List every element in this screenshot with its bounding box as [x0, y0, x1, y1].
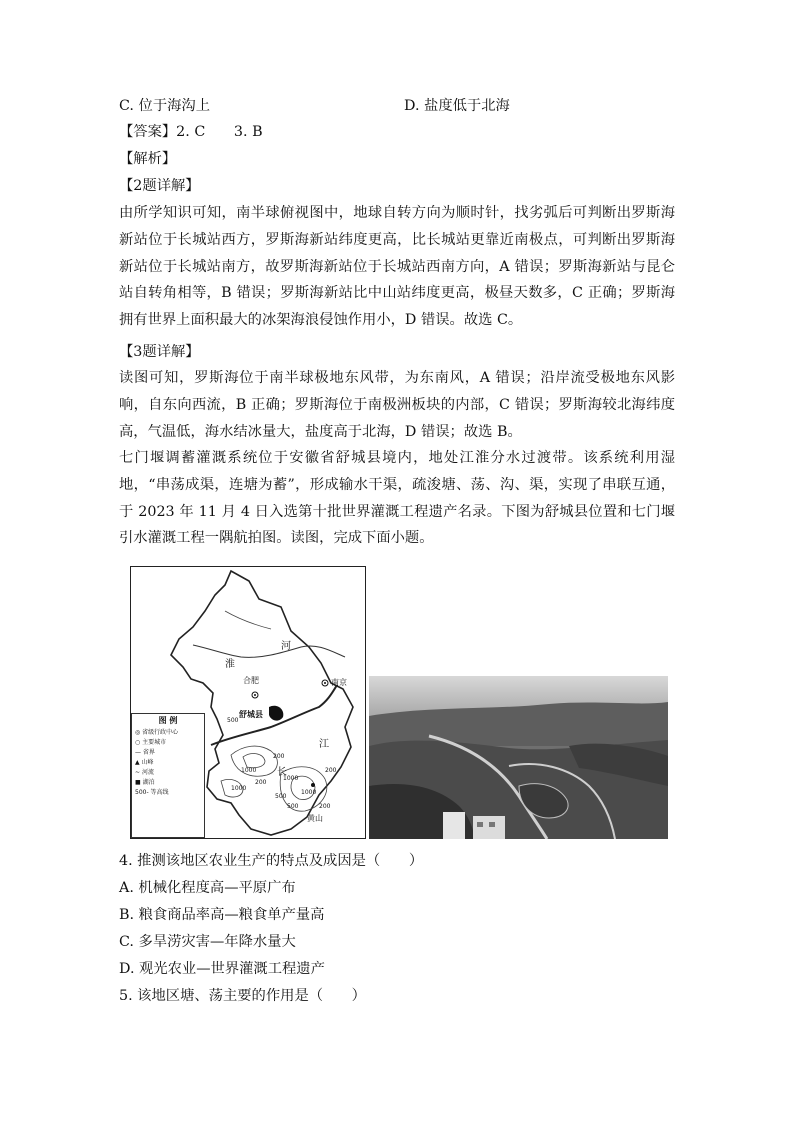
legend-item: ◎ 省级行政中心	[135, 729, 179, 736]
option-d: D. 盐度低于北海	[404, 98, 510, 114]
legend-title: 图 例	[158, 716, 178, 725]
contour-label: 200	[319, 803, 331, 810]
contour-label: 1000	[301, 789, 317, 796]
q4-stem: 4. 推测该地区农业生产的特点及成因是（ ）	[119, 853, 424, 869]
contour-label: 200	[325, 767, 337, 774]
contour-label: 200	[273, 753, 285, 760]
question-intro: 七门堰调蓄灌溉系统位于安徽省舒城县境内，地处江淮分水过渡带。该系统利用湿地，“串荡成渠，连塘为蓄”，形成输水干渠，疏浚塘、荡、沟、渠，实现了串联互通，于 2023 年 11 月 4 日入选第十批世界灌溉工程遗产名录。下图为舒城县位置和七门堰引水灌溉工程一隅航拍图。读图，完成下面小题。	[119, 450, 675, 547]
contour-label: 500	[227, 717, 239, 724]
nanjing-label: 南京	[331, 678, 347, 687]
legend-item: ▲ 山峰	[135, 759, 154, 766]
contour-label: 1000	[283, 775, 299, 782]
he-river-label: 河	[281, 641, 291, 652]
q3-heading: 【3题详解】	[119, 344, 200, 360]
q5-stem: 5. 该地区塘、荡主要的作用是（ ）	[119, 988, 366, 1004]
answer-line: 【答案】2. C 3. B	[119, 124, 263, 140]
aerial-photo	[369, 676, 668, 839]
q2-explanation: 由所学知识可知，南半球俯视图中，地球自转方向为顺时针，找劣弧后可判断出罗斯海新站位于长城站西方，罗斯海新站纬度更高，比长城站更靠近南极点，可判断出罗斯海新站位于长城站南方，故罗斯海新站位于长城站西南方向，A 错误；罗斯海新站与昆仑站自转角相等，B 错误；罗斯海新站比中山站纬度更高，极昼天数多，C 正确；罗斯海拥有世界上面积最大的冰架海浪侵蚀作用小，D 错误。故选 C。	[119, 205, 675, 329]
q4-option-b: B. 粮食商品率高—粮食单产量高	[119, 907, 325, 923]
contour-label: 200	[255, 779, 267, 786]
huangshan-label: 黄山	[307, 814, 323, 823]
contour-label: 500	[287, 803, 299, 810]
analysis-heading: 【解析】	[119, 151, 177, 167]
legend-item: ■ 湖泊	[135, 779, 155, 786]
hefei-label: 合肥	[243, 676, 259, 685]
contour-label: 1000	[241, 767, 257, 774]
legend-item: ○ 主要城市	[135, 739, 167, 746]
huai-river-label: 淮	[225, 659, 235, 670]
option-c: C. 位于海沟上	[119, 98, 211, 114]
legend-item: 500- 等高线	[135, 789, 169, 796]
q4-option-c: C. 多旱涝灾害—年降水量大	[119, 934, 296, 950]
contour-label: 500	[275, 793, 287, 800]
shucheng-label: 舒城县	[239, 710, 263, 719]
q3-explanation: 读图可知，罗斯海位于南半球极地东风带，为东南风，A 错误；沿岸流受极地东风影响，自东向西流，B 正确；罗斯海位于南极洲板块的内部，C 错误；罗斯海较北海纬度高，气温低，海水结冰量大，盐度高于北海，D 错误；故选 B。	[119, 370, 675, 440]
map-legend	[131, 713, 205, 838]
q4-option-a: A. 机械化程度高—平原广布	[119, 880, 296, 896]
jiang-river-label: 江	[319, 739, 329, 750]
q2-heading: 【2题详解】	[119, 178, 200, 194]
location-map	[130, 566, 366, 839]
legend-item: ~ 河流	[135, 769, 154, 776]
chang-river-label: 长	[277, 767, 287, 778]
q4-option-d: D. 观光农业—世界灌溉工程遗产	[119, 961, 325, 977]
legend-item: — 省界	[135, 749, 155, 756]
aerial-photo-drawing	[369, 676, 668, 839]
contour-label: 1000	[231, 785, 247, 792]
